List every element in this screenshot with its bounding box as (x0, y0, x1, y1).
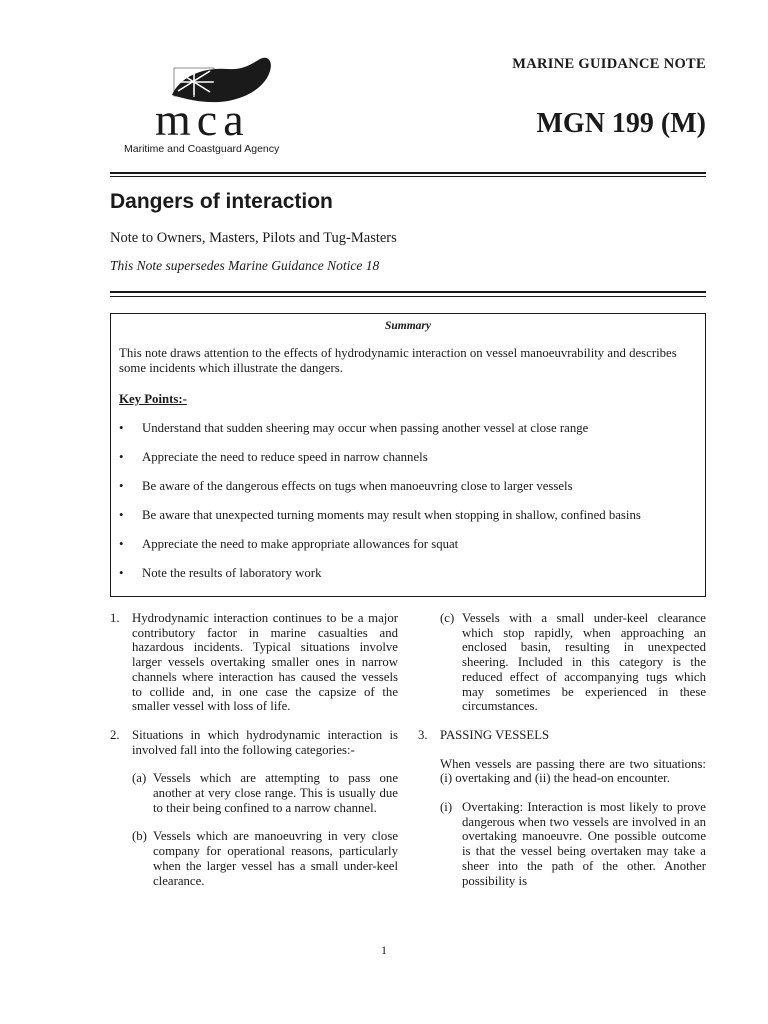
paragraph-3 (418, 728, 706, 743)
bullet-icon: • (119, 537, 124, 551)
audience-note: Note to Owners, Masters, Pilots and Tug-Masters (110, 230, 397, 246)
key-point-item (119, 450, 697, 465)
subparagraph-c (418, 611, 706, 714)
key-points-label: Key Points:- (119, 392, 187, 406)
key-point-item (119, 566, 697, 581)
bullet-icon: • (119, 566, 124, 580)
key-point-item (119, 537, 697, 552)
paragraph-text: When vessels are passing there are two situations: (i) overtaking and (ii) the head-on encounter. (440, 756, 706, 786)
key-point-text: Appreciate the need to make appropriate allowances for squat (142, 537, 459, 551)
document-type-label: MARINE GUIDANCE NOTE (512, 56, 706, 72)
key-point-text: Understand that sudden sheering may occur when passing another vessel at close range (142, 421, 589, 435)
subparagraph-text: Vessels which are manoeuvring in very close company for operational reasons, particularly when the larger vessel has a small under-keel clearance. (153, 829, 398, 888)
subparagraph-label: (c) (440, 611, 455, 625)
subparagraph-label: (b) (132, 829, 147, 844)
body-column-left (110, 611, 398, 902)
paragraph-number: 3. (418, 727, 428, 742)
summary-heading: Summary (384, 320, 431, 332)
bullet-icon: • (119, 450, 124, 464)
paragraph-number: 2. (110, 727, 120, 742)
key-point-item (119, 479, 697, 494)
paragraph-text: Situations in which hydrodynamic interaction is involved fall into the following categories:- (132, 727, 398, 757)
subparagraph-text: Vessels with a small under-keel clearance which stop rapidly, when approaching an enclosed basin, resulting in unexpected sheering. Included in this category is the reduced effect of accompanying tugs which may sometimes be experienced in these circumstances. (462, 611, 706, 714)
logo-wordmark: mca (155, 94, 250, 145)
summary-box (110, 313, 706, 597)
header-divider (110, 172, 706, 174)
key-point-text: Be aware that unexpected turning moments may result when stopping in shallow, confined basins (142, 508, 641, 522)
subparagraph-text: Overtaking: Interaction is most likely to prove dangerous when two vessels are involved in an overtaking manoeuvre. One possible outcome is that the vessel being overtaken may take a sheer into the path of the other. Another possibility is (462, 800, 706, 888)
page-title: Dangers of interaction (110, 190, 333, 213)
title-divider (110, 291, 706, 293)
subparagraph-a (132, 771, 398, 815)
section-heading: PASSING VESSELS (440, 727, 550, 742)
key-point-item (119, 508, 697, 523)
subparagraph-i (440, 800, 706, 888)
subparagraph-label: (a) (132, 771, 147, 786)
subparagraph-b (132, 829, 398, 888)
key-point-item (119, 421, 697, 436)
agency-name: Maritime and Coastguard Agency (124, 143, 280, 155)
bullet-icon: • (119, 421, 124, 435)
body-column-right (418, 611, 706, 902)
key-point-text: Note the results of laboratory work (142, 566, 322, 580)
document-code: MGN 199 (M) (536, 108, 706, 139)
mca-logo (110, 55, 320, 165)
paragraph-1 (110, 611, 398, 714)
paragraph-number: 1. (110, 611, 120, 625)
subparagraph-text: Vessels which are attempting to pass one another at very close range. This is usually due to their being confined to a narrow channel. (153, 771, 398, 815)
header-divider-thin (110, 176, 706, 177)
key-point-text: Appreciate the need to reduce speed in narrow channels (142, 450, 428, 464)
summary-text: This note draws attention to the effects of hydrodynamic interaction on vessel manoeuvrability and describes some incidents which illustrate the dangers. (119, 346, 677, 375)
paragraph-2 (110, 728, 398, 757)
page-number: 1 (381, 943, 387, 957)
bullet-icon: • (119, 508, 124, 522)
title-divider-thin (110, 296, 706, 297)
bullet-icon: • (119, 479, 124, 493)
supersedes-note: This Note supersedes Marine Guidance Notice 18 (110, 258, 380, 273)
key-point-text: Be aware of the dangerous effects on tugs when manoeuvring close to larger vessels (142, 479, 573, 493)
paragraph-text: Hydrodynamic interaction continues to be a major contributory factor in marine casualties and hazardous incidents. Typical situations involve larger vessels overtaking smaller ones in narrow channels where interaction has caused the vessels to collide and, in one case the capsize of the smaller vessel with loss of life. (132, 611, 398, 714)
subparagraph-label: (i) (440, 800, 453, 815)
